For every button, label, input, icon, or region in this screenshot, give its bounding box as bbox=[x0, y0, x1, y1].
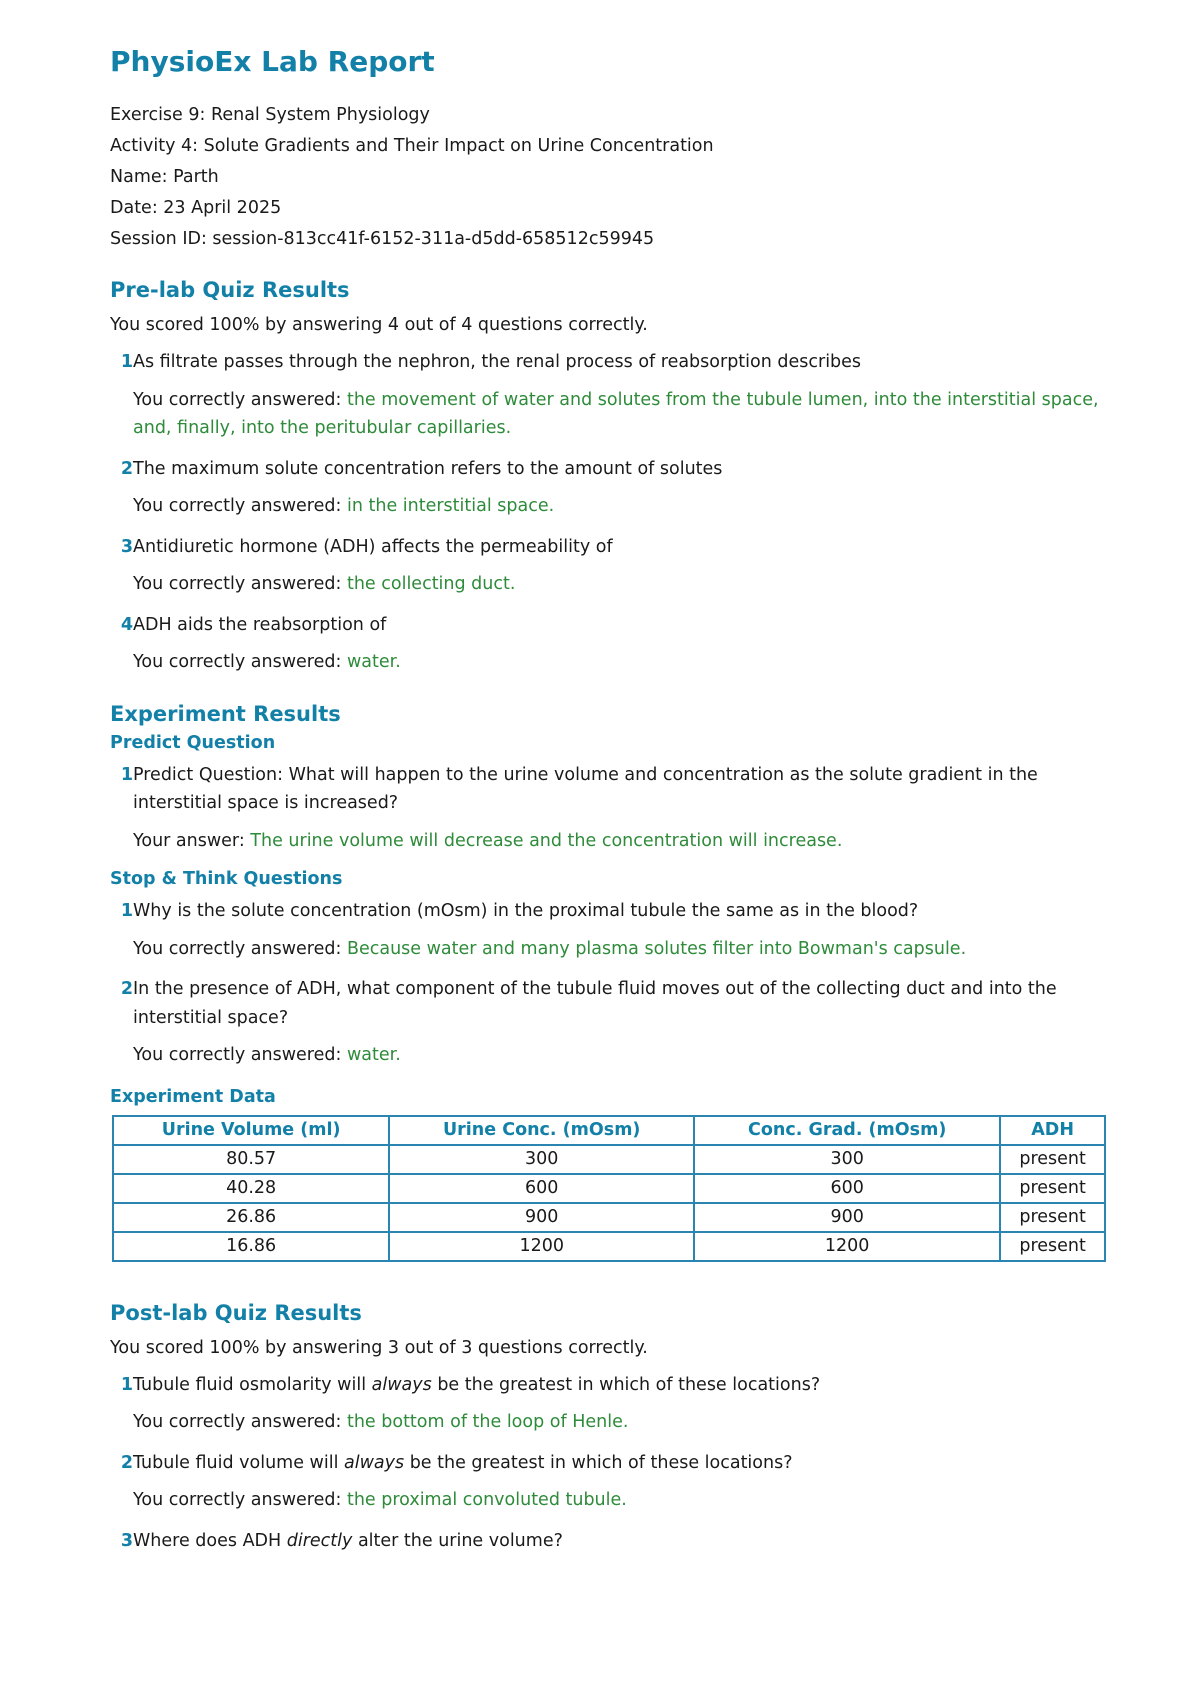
question-number: 1 bbox=[120, 901, 133, 921]
question-text: Antidiuretic hormone (ADH) affects the permeability of bbox=[133, 536, 613, 557]
question-text-part: be the greatest in which of these locations? bbox=[431, 1374, 821, 1395]
question-text: As filtrate passes through the nephron, the renal process of reabsorption describes bbox=[133, 352, 862, 372]
answer-line bbox=[133, 386, 1110, 443]
prelab-summary: You scored 100% by answering 4 out of 4 questions correctly. bbox=[110, 315, 648, 335]
table-cell: 600 bbox=[389, 1174, 694, 1203]
answer-prefix: You correctly answered: bbox=[133, 652, 342, 672]
experiment-data-heading: Experiment Data bbox=[110, 1086, 276, 1107]
table-cell: 1200 bbox=[389, 1232, 694, 1261]
predict-question bbox=[110, 761, 1110, 856]
table-row bbox=[113, 1174, 1105, 1203]
question-emphasis: directly bbox=[286, 1530, 353, 1551]
answer-prefix: You correctly answered: bbox=[133, 389, 342, 410]
answer-line bbox=[133, 827, 1110, 856]
table-cell: 26.86 bbox=[113, 1203, 389, 1232]
table-cell: 1200 bbox=[694, 1232, 1000, 1261]
question-text-part: alter the urine volume? bbox=[352, 1530, 563, 1551]
question-text-part: Tubule fluid osmolarity will bbox=[133, 1374, 372, 1395]
answer-prefix: You correctly answered: bbox=[133, 938, 342, 959]
question-emphasis: always bbox=[344, 1452, 405, 1473]
answer-text: the movement of water and solutes from the tubule lumen, into the interstitial space, and, finally, into the peritubular capillaries. bbox=[133, 389, 1099, 438]
question-text-part: Tubule fluid volume will bbox=[133, 1452, 345, 1473]
stop-question bbox=[110, 897, 1110, 963]
prelab-question bbox=[110, 611, 1110, 677]
postlab-question bbox=[110, 1449, 1110, 1515]
postlab-summary: You scored 100% by answering 3 out of 3 questions correctly. bbox=[110, 1337, 648, 1358]
answer-line bbox=[133, 648, 1110, 677]
experiment-data-table bbox=[112, 1115, 1106, 1262]
answer-prefix: You correctly answered: bbox=[133, 1045, 342, 1065]
question-text: Predict Question: What will happen to the urine volume and concentration as the solute gradient in the interstitial space is increased? bbox=[133, 764, 1038, 813]
table-cell: 300 bbox=[694, 1145, 1000, 1174]
question-number: 3 bbox=[120, 1530, 133, 1551]
answer-prefix: Your answer: bbox=[133, 830, 245, 851]
answer-line bbox=[133, 492, 1110, 521]
table-row bbox=[113, 1232, 1105, 1261]
table-cell: present bbox=[1000, 1174, 1105, 1203]
question-number: 1 bbox=[120, 764, 133, 785]
question-text: Why is the solute concentration (mOsm) in the proximal tubule the same as in the blood? bbox=[133, 901, 919, 921]
prelab-question bbox=[110, 348, 1110, 443]
answer-text: the bottom of the loop of Henle. bbox=[346, 1412, 629, 1432]
column-header: Conc. Grad. (mOsm) bbox=[694, 1116, 1000, 1145]
table-cell: present bbox=[1000, 1203, 1105, 1232]
question-number: 1 bbox=[120, 1374, 133, 1395]
postlab-question bbox=[110, 1527, 1110, 1556]
question-number: 1 bbox=[120, 352, 133, 372]
lab-report bbox=[110, 44, 1110, 1555]
question-emphasis: always bbox=[371, 1374, 432, 1395]
answer-text: The urine volume will decrease and the concentration will increase. bbox=[250, 830, 843, 851]
date-line: Date: 23 April 2025 bbox=[110, 198, 282, 218]
table-cell: 300 bbox=[389, 1145, 694, 1174]
activity-line: Activity 4: Solute Gradients and Their Impact on Urine Concentration bbox=[110, 136, 714, 156]
answer-prefix: You correctly answered: bbox=[133, 1412, 342, 1432]
prelab-question bbox=[110, 455, 1110, 521]
question-text: In the presence of ADH, what component of the tubule fluid moves out of the collecting duct and into the interstitial space? bbox=[133, 979, 1057, 1028]
stop-think-heading: Stop & Think Questions bbox=[110, 869, 343, 889]
question-number: 2 bbox=[120, 1452, 133, 1473]
answer-text: in the interstitial space. bbox=[346, 496, 555, 516]
table-cell: 900 bbox=[389, 1203, 694, 1232]
answer-prefix: You correctly answered: bbox=[133, 1490, 342, 1510]
question-text: The maximum solute concentration refers to the amount of solutes bbox=[133, 458, 723, 479]
table-row bbox=[113, 1145, 1105, 1174]
answer-prefix: You correctly answered: bbox=[133, 574, 342, 594]
question-number: 2 bbox=[120, 979, 133, 999]
name-line: Name: Parth bbox=[110, 167, 219, 187]
answer-text: Because water and many plasma solutes filter into Bowman's capsule. bbox=[346, 938, 967, 959]
column-header: ADH bbox=[1000, 1116, 1105, 1145]
answer-line bbox=[133, 935, 1110, 964]
table-cell: 40.28 bbox=[113, 1174, 389, 1203]
prelab-heading: Pre-lab Quiz Results bbox=[110, 278, 350, 302]
question-text bbox=[133, 1449, 1110, 1478]
column-header: Urine Volume (ml) bbox=[113, 1116, 389, 1145]
prelab-question bbox=[110, 533, 1110, 599]
table-cell: 900 bbox=[694, 1203, 1000, 1232]
question-number: 4 bbox=[120, 614, 133, 635]
answer-text: water. bbox=[346, 652, 401, 672]
predict-heading: Predict Question bbox=[110, 732, 276, 753]
postlab-question bbox=[110, 1371, 1110, 1437]
question-number: 2 bbox=[120, 458, 133, 479]
answer-text: water. bbox=[346, 1045, 401, 1065]
column-header: Urine Conc. (mOsm) bbox=[389, 1116, 694, 1145]
answer-prefix: You correctly answered: bbox=[133, 496, 342, 516]
answer-text: the collecting duct. bbox=[346, 574, 516, 594]
answer-line bbox=[133, 1408, 1110, 1437]
question-text-part: Where does ADH bbox=[133, 1530, 287, 1551]
table-cell: 80.57 bbox=[113, 1145, 389, 1174]
table-cell: present bbox=[1000, 1145, 1105, 1174]
question-text bbox=[133, 1371, 1110, 1400]
postlab-heading: Post-lab Quiz Results bbox=[110, 1300, 362, 1325]
report-title: PhysioEx Lab Report bbox=[110, 45, 435, 78]
table-header-row bbox=[113, 1116, 1105, 1145]
table-cell: present bbox=[1000, 1232, 1105, 1261]
question-number: 3 bbox=[120, 536, 133, 557]
table-cell: 16.86 bbox=[113, 1232, 389, 1261]
exercise-line: Exercise 9: Renal System Physiology bbox=[110, 105, 430, 125]
experiment-heading: Experiment Results bbox=[110, 701, 341, 726]
answer-line bbox=[133, 1486, 1110, 1515]
stop-question bbox=[110, 975, 1110, 1070]
answer-line bbox=[133, 570, 1110, 599]
question-text-part: be the greatest in which of these locations? bbox=[404, 1452, 793, 1473]
table-cell: 600 bbox=[694, 1174, 1000, 1203]
question-text bbox=[133, 1527, 1110, 1556]
answer-text: the proximal convoluted tubule. bbox=[346, 1490, 627, 1510]
answer-line bbox=[133, 1041, 1110, 1070]
question-text: ADH aids the reabsorption of bbox=[133, 614, 387, 635]
report-meta bbox=[110, 100, 1110, 255]
session-line: Session ID: session-813cc41f-6152-311a-d5dd-658512c59945 bbox=[110, 229, 655, 249]
table-row bbox=[113, 1203, 1105, 1232]
